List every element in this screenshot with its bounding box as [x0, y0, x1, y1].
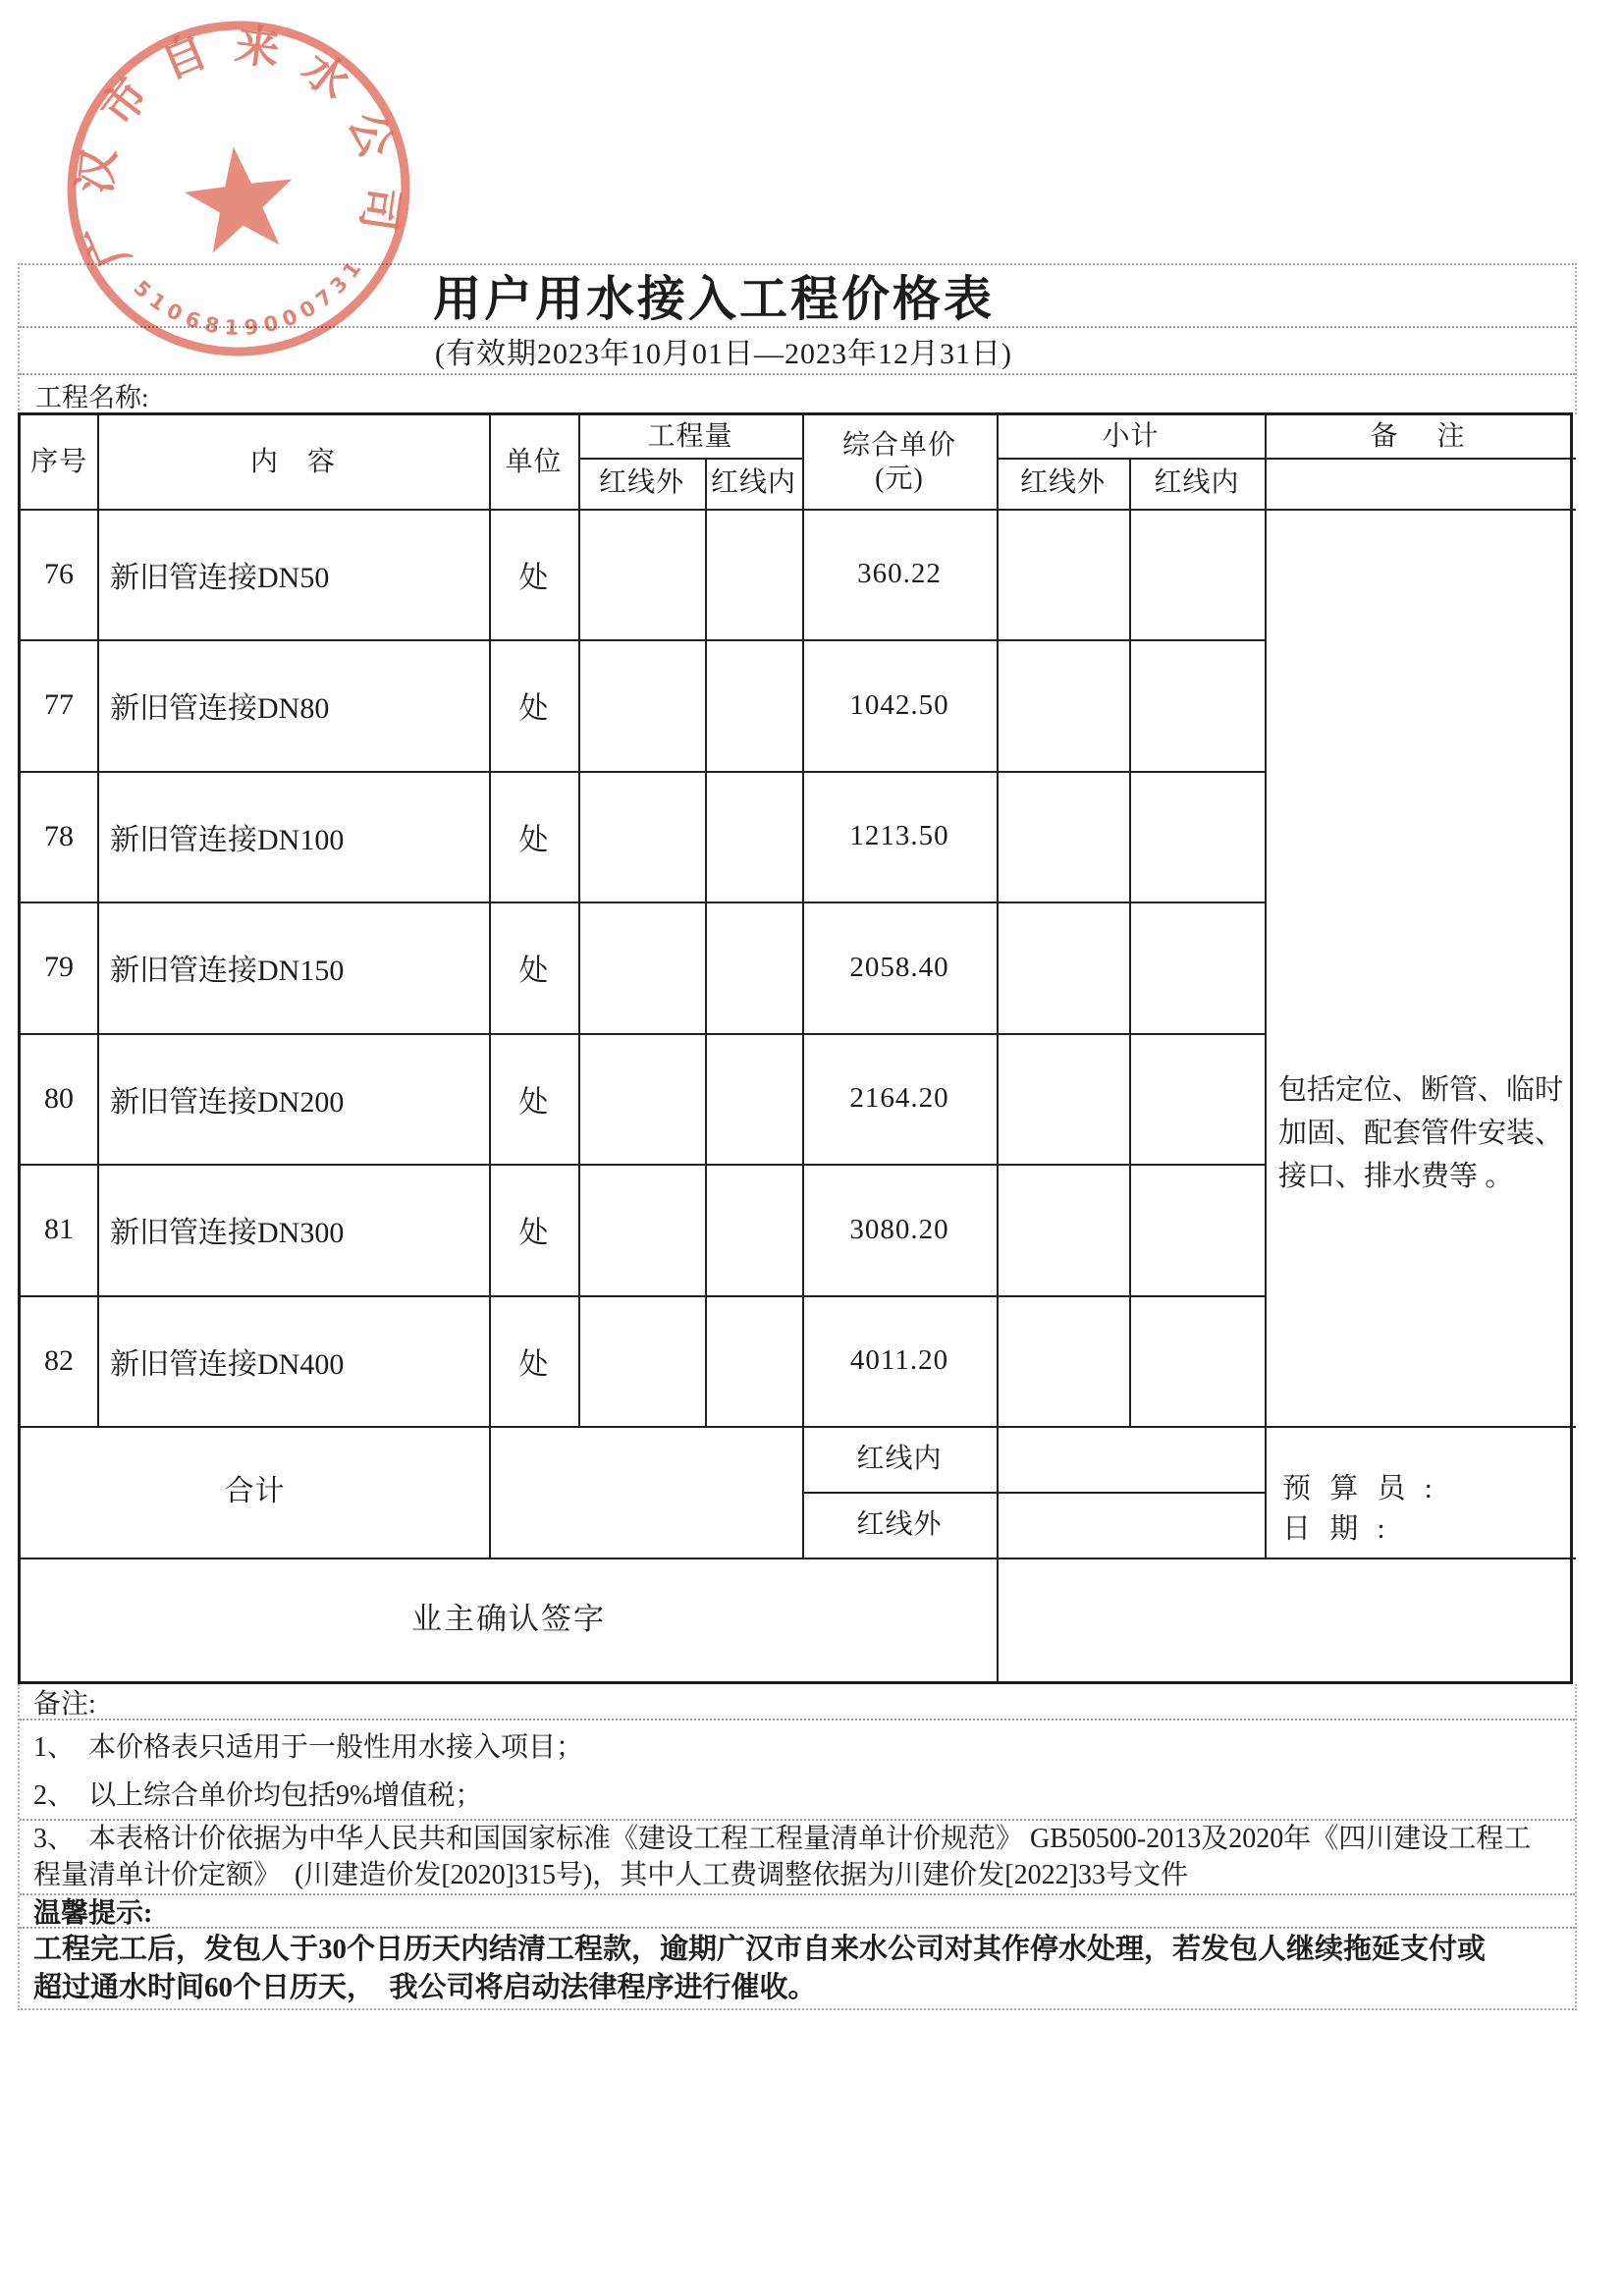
total-inside-label: 红线内 [856, 1443, 943, 1474]
row-unit: 处 [518, 1347, 549, 1381]
row-content: 新旧管连接DN300 [110, 1217, 345, 1249]
table-row [21, 639, 1576, 771]
row-content: 新旧管连接DN400 [110, 1347, 345, 1381]
row-no: 80 [44, 1081, 74, 1115]
total-outside-label: 红线外 [856, 1508, 943, 1540]
project-name-row [20, 375, 1575, 414]
col-header-unit: 单位 [505, 446, 563, 477]
table-row [21, 902, 1576, 1033]
row-price: 3080.20 [849, 1213, 949, 1245]
estimator-cell [1265, 1426, 1576, 1558]
row-content: 新旧管连接DN80 [110, 692, 330, 725]
row-price: 4011.20 [849, 1344, 949, 1376]
note-item-1: 1、 本价格表只适用于一般性用水接入项目； [33, 1732, 584, 1763]
note-item-3: 3、 本表格计价依据为中华人民共和国国家标准《建设工程工程量清单计价规范》 GB50500-2013及2020年《四川建设工程工程量清单计价定额》 (川建造价发[2020]315号)，其中人工费调整依据为川建价发[2022]33号文件 [33, 1824, 1532, 1890]
col-header-subtotal-group: 小计 [1102, 420, 1160, 452]
row-unit: 处 [518, 692, 549, 725]
col-header-no: 序号 [29, 446, 87, 477]
notes-row-3 [20, 1821, 1575, 1895]
stamp-company-text: 广汉市自来水公司 [70, 20, 407, 275]
row-price: 360.22 [857, 558, 942, 589]
col-header-quantity-group: 工程量 [647, 420, 733, 452]
page-title: 用户用水接入工程价格表 [432, 272, 995, 326]
row-no: 79 [44, 951, 74, 983]
validity-period: (有效期2023年10月01日—2023年12月31日) [435, 338, 1012, 370]
col-header-quantity-inside: 红线内 [710, 467, 796, 498]
date-label: 日 期 : [1282, 1513, 1391, 1545]
table-row [21, 771, 1576, 902]
remark-note: 包括定位、断管、临时加固、配套管件安装、接口、排水费等 。 [1278, 1074, 1564, 1192]
row-price: 2058.40 [849, 951, 949, 983]
price-table [18, 412, 1573, 1684]
table-row [21, 1295, 1576, 1426]
row-unit: 处 [518, 1085, 549, 1119]
tips-label-row [20, 1895, 1575, 1929]
row-no: 78 [44, 819, 74, 852]
row-content: 新旧管连接DN150 [110, 955, 345, 987]
row-content: 新旧管连接DN200 [110, 1085, 345, 1119]
row-content: 新旧管连接DN50 [110, 561, 330, 594]
row-unit: 处 [518, 823, 549, 856]
row-no: 76 [44, 557, 74, 590]
row-price: 2164.20 [849, 1082, 949, 1114]
stamp-star-icon [180, 140, 299, 256]
col-header-content: 内 容 [249, 446, 336, 477]
col-header-remark: 备 注 [1370, 420, 1471, 452]
note-item-2: 2、 以上综合单价均包括9%增值税； [33, 1780, 483, 1811]
row-price: 1042.50 [849, 688, 949, 721]
col-header-subtotal-outside: 红线外 [1019, 467, 1106, 498]
unit-price-label-line2: (元) [875, 463, 924, 494]
company-stamp [27, 2, 450, 375]
unit-price-label-line1: 综合单价 [841, 429, 956, 461]
stamp-serial-text: 5106819000731 [129, 254, 367, 341]
owner-sign-label: 业主确认签字 [411, 1602, 606, 1636]
project-name-label: 工程名称: [35, 382, 149, 412]
row-no: 81 [44, 1213, 74, 1245]
row-unit: 处 [518, 1217, 549, 1249]
row-price: 1213.50 [849, 820, 949, 851]
row-unit: 处 [518, 955, 549, 987]
col-header-quantity-outside: 红线外 [598, 467, 684, 498]
col-header-unit-price [802, 415, 997, 509]
notes-label-row [20, 1684, 1575, 1721]
row-unit: 处 [518, 561, 549, 594]
notes-label: 备注: [33, 1688, 96, 1720]
row-no: 77 [44, 688, 74, 721]
table-row [21, 509, 1576, 639]
warning-row [20, 1929, 1575, 2008]
row-no: 82 [44, 1343, 74, 1377]
col-header-subtotal-inside: 红线内 [1154, 467, 1240, 498]
row-content: 新旧管连接DN100 [110, 823, 345, 856]
estimator-label: 预 算 员 : [1282, 1473, 1438, 1504]
warning-text: 工程完工后，发包人于30个日历天内结清工程款，逾期广汉市自来水公司对其作停水处理，若发包人继续拖延支付或超过通水时间60个日历天， 我公司将启动法律程序进行催收。 [33, 1933, 1487, 2003]
notes-row-1-2 [20, 1721, 1575, 1821]
total-label: 合计 [224, 1475, 286, 1507]
tips-label: 温馨提示: [33, 1898, 153, 1929]
notes-section [18, 1684, 1577, 2010]
